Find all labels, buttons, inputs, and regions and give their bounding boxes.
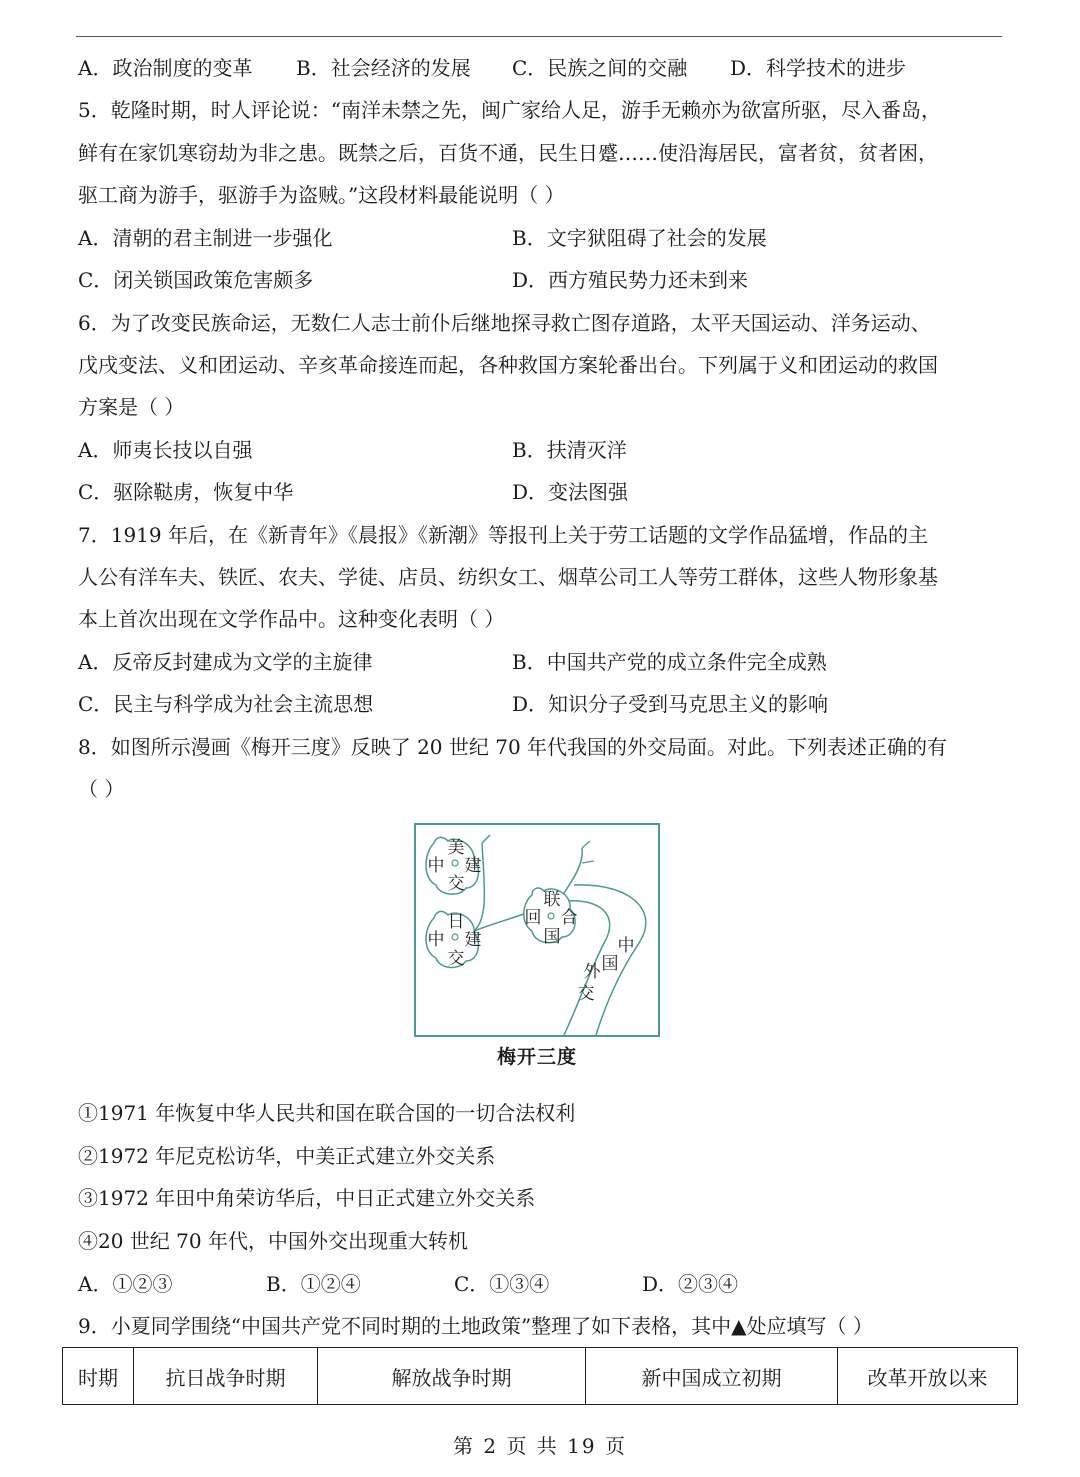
q8-option-d: D．②③④ bbox=[642, 1272, 739, 1296]
blossom-japan-char-1: 日 bbox=[447, 912, 465, 932]
q5-option-c: C．闭关锁国政策危害颇多 bbox=[78, 268, 314, 292]
top-rule bbox=[76, 36, 1002, 37]
table-header-period: 时期 bbox=[63, 1348, 134, 1405]
table-header-liberation: 解放战争时期 bbox=[318, 1348, 586, 1405]
q7-stem-line-2: 人公有洋车夫、铁匠、农夫、学徒、店员、纺织女工、烟草公司工人等劳工群体，这些人物形象基 bbox=[78, 565, 938, 589]
cartoon-caption: 梅开三度 bbox=[496, 1046, 577, 1068]
table-header-reform: 改革开放以来 bbox=[838, 1348, 1018, 1405]
blossom-japan-char-2: 中 bbox=[427, 930, 445, 950]
q6-stem-line-1: 6．为了改变民族命运，无数仁人志士前仆后继地探寻救亡图存道路，太平天国运动、洋务运动、 bbox=[78, 311, 931, 335]
q8-option-c: C．①③④ bbox=[454, 1272, 550, 1296]
branch-text bbox=[578, 936, 635, 1004]
q8-statement-1: ①1971 年恢复中华人民共和国在联合国的一切合法权利 bbox=[78, 1101, 576, 1125]
blossom-un-char-3: 合 bbox=[560, 908, 578, 928]
branch-char-2: 国 bbox=[601, 954, 619, 974]
branch-char-3: 外 bbox=[583, 962, 601, 982]
q6-stem-line-3: 方案是（ ） bbox=[78, 395, 185, 419]
twig-top-right bbox=[564, 848, 582, 893]
q8-stem-line-2: （ ） bbox=[78, 777, 125, 801]
q6-option-c: C．驱除鞑虏，恢复中华 bbox=[78, 480, 294, 504]
q4-option-d: D．科学技术的进步 bbox=[730, 56, 907, 80]
q6-option-b: B．扶清灭洋 bbox=[512, 438, 627, 462]
blossom-japan-char-4: 交 bbox=[447, 949, 465, 969]
blossom-us-char-4: 交 bbox=[447, 874, 465, 894]
q5-stem-line-3: 驱工商为游手，驱游手为盗贼。”这段材料最能说明（ ） bbox=[78, 183, 565, 207]
blossom-un-char-1: 联 bbox=[543, 890, 561, 910]
q7-option-c: C．民主与科学成为社会主流思想 bbox=[78, 692, 374, 716]
q5-option-d: D．西方殖民势力还未到来 bbox=[512, 268, 749, 292]
q5-stem-line-1: 5．乾隆时期，时人评论说：“南洋未禁之先，闽广家给人足，游手无赖亦为欲富所驱，尽入番岛， bbox=[78, 98, 941, 122]
q4-option-c: C．民族之间的交融 bbox=[512, 56, 688, 80]
q7-stem-line-3: 本上首次出现在文学作品中。这种变化表明（ ） bbox=[78, 607, 505, 631]
q7-option-a: A．反帝反封建成为文学的主旋律 bbox=[78, 650, 373, 674]
q6-stem-line-2: 戊戌变法、义和团运动、辛亥革命接连而起，各种救国方案轮番出台。下列属于义和团运动的救国 bbox=[78, 353, 938, 377]
q4-option-b: B．社会经济的发展 bbox=[296, 56, 471, 80]
blossom-us-char-3: 建 bbox=[464, 856, 482, 876]
blossom-us-char-1: 美 bbox=[447, 838, 465, 858]
twig-ends bbox=[582, 841, 594, 863]
q8-statement-4: ④20 世纪 70 年代，中国外交出现重大转机 bbox=[78, 1229, 468, 1253]
q8-stem-line-1: 8．如图所示漫画《梅开三度》反映了 20 世纪 70 年代我国的外交局面。对此。下列表述正确的有 bbox=[78, 735, 948, 759]
q5-option-a: A．清朝的君主制进一步强化 bbox=[78, 226, 333, 250]
q7-stem-line-1: 7．1919 年后，在《新青年》《晨报》《新潮》等报刊上关于劳工话题的文学作品猛增，作品的主 bbox=[78, 523, 928, 547]
q5-stem-line-2: 鲜有在家饥寒窃劫为非之患。既禁之后，百货不通，民生日蹙……使沿海居民，富者贫，贫者困， bbox=[78, 141, 938, 165]
page-footer: 第 2 页 共 19 页 bbox=[453, 1434, 627, 1458]
plum-blossom-cartoon bbox=[414, 823, 660, 1037]
q8-statement-3: ③1972 年田中角荣访华后，中日正式建立外交关系 bbox=[78, 1186, 536, 1210]
land-policy-table bbox=[62, 1347, 1018, 1405]
q6-option-d: D．变法图强 bbox=[512, 480, 629, 504]
q8-option-b: B．①②④ bbox=[266, 1272, 361, 1296]
blossom-un-char-4: 国 bbox=[543, 927, 561, 947]
q7-option-d: D．知识分子受到马克思主义的影响 bbox=[512, 692, 829, 716]
branch-left bbox=[474, 835, 490, 931]
blossom-us-char-2: 中 bbox=[427, 856, 445, 876]
q4-option-a: A．政治制度的变革 bbox=[78, 56, 253, 80]
q5-option-b: B．文字狱阻碍了社会的发展 bbox=[512, 226, 767, 250]
branch-char-4: 交 bbox=[577, 984, 595, 1004]
branch-char-1: 中 bbox=[617, 936, 635, 956]
blossom-un-char-2: 回 bbox=[524, 908, 542, 928]
table-header-anti-japanese: 抗日战争时期 bbox=[134, 1348, 318, 1405]
q8-statement-2: ②1972 年尼克松访华，中美正式建立外交关系 bbox=[78, 1144, 496, 1168]
q8-option-a: A．①②③ bbox=[78, 1272, 173, 1296]
q6-option-a: A．师夷长技以自强 bbox=[78, 438, 253, 462]
q9-stem: 9．小夏同学围绕“中国共产党不同时期的土地政策”整理了如下表格，其中▲处应填写（ ） bbox=[78, 1314, 873, 1338]
blossom-japan-char-3: 建 bbox=[464, 930, 482, 950]
table-header-early-prc: 新中国成立初期 bbox=[586, 1348, 838, 1405]
q7-option-b: B．中国共产党的成立条件完全成熟 bbox=[512, 650, 827, 674]
table-row bbox=[63, 1348, 1018, 1405]
